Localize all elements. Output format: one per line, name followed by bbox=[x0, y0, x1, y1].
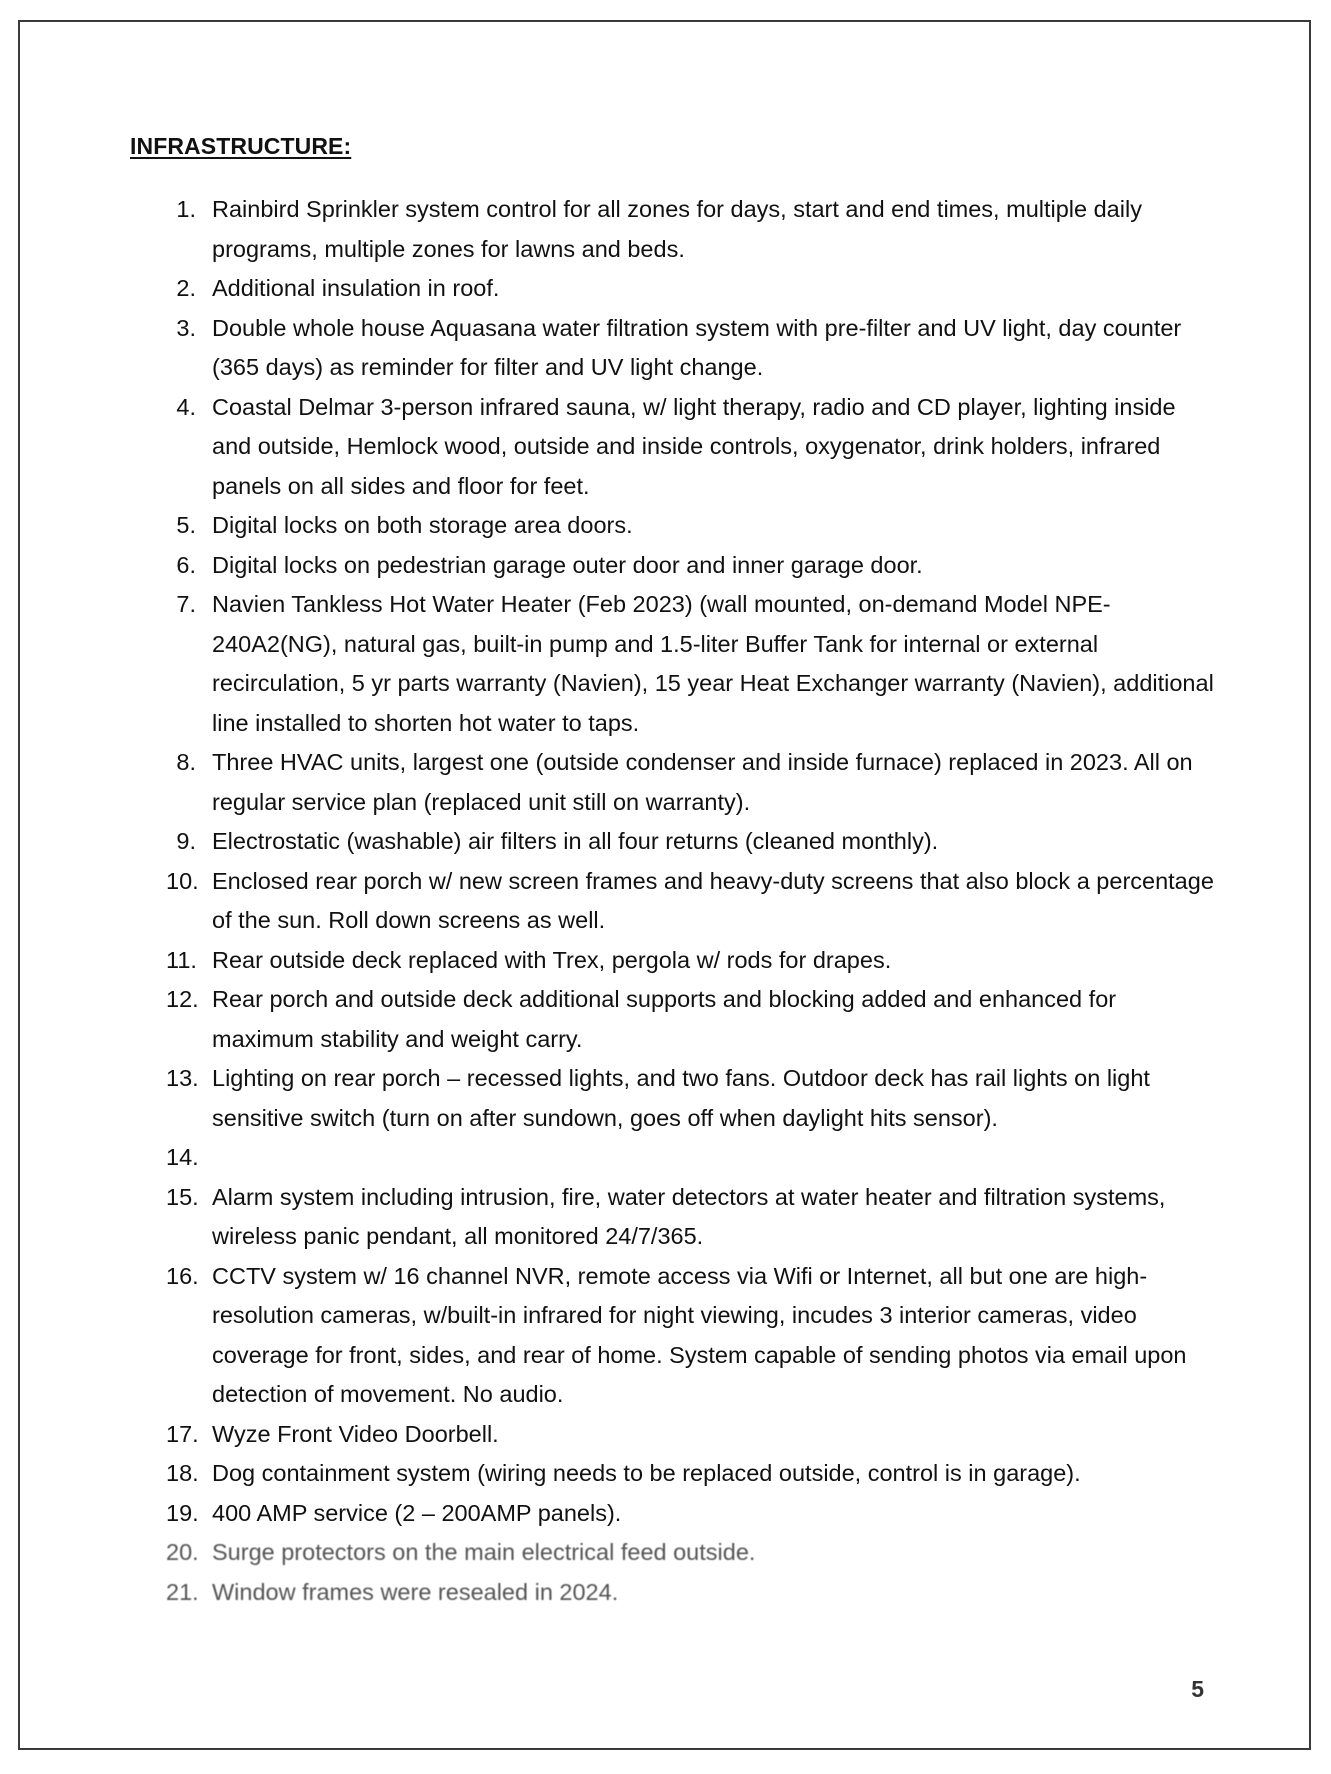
list-item bbox=[130, 1454, 1220, 1494]
item-number: 8. bbox=[176, 749, 196, 775]
list-item bbox=[130, 1059, 1220, 1138]
item-text: Electrostatic (washable) air filters in all four returns (cleaned monthly). bbox=[212, 828, 939, 854]
list-item bbox=[130, 269, 1220, 309]
item-number: 14. bbox=[166, 1144, 199, 1170]
list-item bbox=[130, 506, 1220, 546]
page-number: 5 bbox=[1191, 1676, 1204, 1702]
item-number: 1. bbox=[176, 196, 196, 222]
list-item bbox=[130, 1257, 1220, 1415]
list-item bbox=[130, 862, 1220, 941]
list-item bbox=[130, 980, 1220, 1059]
item-number: 7. bbox=[176, 591, 196, 617]
item-text: Window frames were resealed in 2024. bbox=[212, 1578, 619, 1605]
item-number: 6. bbox=[176, 551, 196, 578]
infrastructure-list bbox=[130, 190, 1220, 1612]
list-item bbox=[130, 190, 1220, 269]
item-text: Enclosed rear porch w/ new screen frames and heavy-duty screens that also block a percentage of the sun. Roll down screens as well. bbox=[212, 867, 1214, 933]
list-item bbox=[130, 822, 1220, 862]
item-text: Three HVAC units, largest one (outside condenser and inside furnace) replaced in 2023. All on regular service plan (replaced unit still on warranty). bbox=[212, 749, 1193, 815]
item-text: Surge protectors on the main electrical feed outside. bbox=[212, 1539, 756, 1565]
list-item bbox=[130, 1494, 1220, 1534]
item-number: 20. bbox=[166, 1539, 199, 1565]
item-text: Dog containment system (wiring needs to be replaced outside, control is in garage). bbox=[212, 1460, 1081, 1486]
item-text: Lighting on rear porch – recessed lights, and two fans. Outdoor deck has rail lights on light sensitive switch (turn on after sundown, goes off when daylight hits sensor). bbox=[212, 1065, 1150, 1131]
item-number: 17. bbox=[166, 1420, 199, 1447]
item-number: 9. bbox=[176, 828, 196, 854]
list-item bbox=[130, 309, 1220, 388]
item-text: 400 AMP service (2 – 200AMP panels). bbox=[212, 1499, 622, 1526]
item-number: 13. bbox=[166, 1065, 199, 1091]
item-number: 19. bbox=[166, 1499, 199, 1526]
list-item bbox=[130, 743, 1220, 822]
item-number: 15. bbox=[166, 1183, 199, 1210]
item-text: Coastal Delmar 3-person infrared sauna, w/ light therapy, radio and CD player, lighting inside and outside, Hemlock wood, outside and inside controls, oxygenator, drink holders, infrared panels on all sides and floor for feet. bbox=[212, 393, 1176, 499]
list-item bbox=[130, 1573, 1220, 1613]
item-number: 12. bbox=[166, 986, 199, 1012]
item-text: Alarm system including intrusion, fire, water detectors at water heater and filtration systems, wireless panic pendant, all monitored 24/7/365. bbox=[212, 1183, 1166, 1249]
list-item bbox=[130, 1178, 1220, 1257]
item-number: 4. bbox=[176, 393, 196, 420]
item-number: 21. bbox=[166, 1578, 199, 1605]
item-number: 5. bbox=[176, 512, 196, 538]
item-text: Navien Tankless Hot Water Heater (Feb 2023) (wall mounted, on-demand Model NPE-240A2(NG), natural gas, built-in pump and 1.5-liter Buffer Tank for internal or external recirculation, 5 yr parts warranty (Navien), 15 year Heat Exchanger warranty (Navien), additional line installed to shorten hot water to taps. bbox=[212, 591, 1214, 736]
list-item bbox=[130, 941, 1220, 981]
list-item bbox=[130, 546, 1220, 586]
list-item bbox=[130, 1138, 1220, 1178]
item-number: 2. bbox=[176, 275, 196, 301]
item-text: Rear porch and outside deck additional supports and blocking added and enhanced for maximum stability and weight carry. bbox=[212, 986, 1117, 1052]
item-number: 18. bbox=[166, 1460, 199, 1486]
list-item bbox=[130, 1415, 1220, 1455]
item-number: 3. bbox=[176, 314, 196, 341]
list-item bbox=[130, 585, 1220, 743]
item-text: Double whole house Aquasana water filtration system with pre-filter and UV light, day counter (365 days) as reminder for filter and UV light change. bbox=[212, 314, 1182, 380]
item-number: 10. bbox=[166, 867, 199, 894]
item-number: 16. bbox=[166, 1262, 199, 1289]
item-text: Digital locks on both storage area doors. bbox=[212, 512, 633, 538]
item-text: CCTV system w/ 16 channel NVR, remote access via Wifi or Internet, all but one are high- resolution cameras, w/built-in infrared for night viewing, incudes 3 interior cameras, video coverage for front, sides, and rear of home. System capable of sending photos via email upon detection of movement. No audio. bbox=[212, 1262, 1187, 1407]
item-text: Additional insulation in roof. bbox=[212, 275, 500, 301]
item-text: Rear outside deck replaced with Trex, pergola w/ rods for drapes. bbox=[212, 946, 892, 973]
item-text: Wyze Front Video Doorbell. bbox=[212, 1420, 499, 1447]
item-text: Rainbird Sprinkler system control for all zones for days, start and end times, multiple daily programs, multiple zones for lawns and beds. bbox=[212, 196, 1142, 262]
list-item bbox=[130, 1533, 1220, 1573]
list-item bbox=[130, 388, 1220, 507]
item-number: 11. bbox=[166, 946, 197, 973]
section-heading: INFRASTRUCTURE: bbox=[130, 133, 352, 159]
item-text: Digital locks on pedestrian garage outer door and inner garage door. bbox=[212, 551, 923, 578]
